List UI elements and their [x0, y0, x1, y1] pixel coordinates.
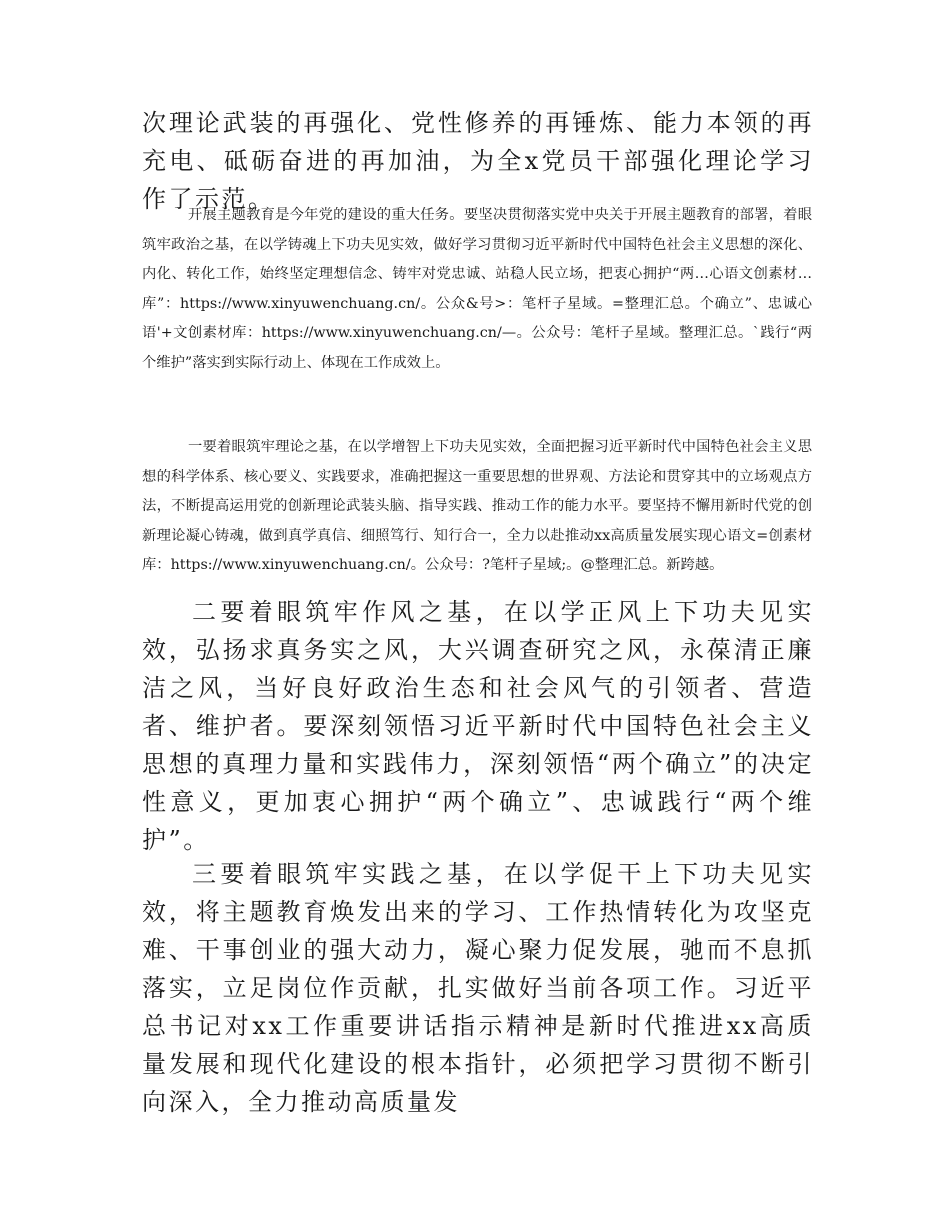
paragraph-theory-foundation: 一要着眼筑牢理论之基，在以学增智上下功夫见实效，全面把握习近平新时代中国特色社会主义思想的科学体系、核心要义、实践要求，准确把握这一重要思想的世界观、方法论和贯穿其中的立场观点方法，不断提高运用党的创新理论武装头脑、指导实践、推动工作的能力水平。要坚持不懈用新时代党的创新理论凝心铸魂，做到真学真信、细照笃行、知行合一，全力以赴推动xx高质量发展实现心语文=创素材库：https://www.xinyuwenchuang.cn/。公众号：?笔杆子星域;。@整理汇总。新跨越。	[142, 439, 812, 573]
paragraph-intro-continuation: 次理论武装的再强化、党性修养的再锤炼、能力本领的再充电、砥砺奋进的再加油，为全x党员干部强化理论学习作了示范。	[142, 109, 814, 213]
paragraph-style-foundation: 二要着眼筑牢作风之基，在以学正风上下功夫见实效，弘扬求真务实之风，大兴调查研究之风，永葆清正廉洁之风，当好良好政治生态和社会风气的引领者、营造者、维护者。要深刻领悟习近平新时代中国特色社会主义思想的真理力量和实践伟力，深刻领悟“两个确立”的决定性意义，更加衷心拥护“两个确立”、忠诚践行“两个维护”。	[142, 598, 814, 854]
paragraph-practice-foundation: 三要着眼筑牢实践之基，在以学促干上下功夫见实效，将主题教育焕发出来的学习、工作热情转化为攻坚克难、干事创业的强大动力，凝心聚力促发展，驰而不息抓落实，立足岗位作贡献，扎实做好当前各项工作。习近平总书记对xx工作重要讲话指示精神是新时代推进xx高质量发展和现代化建设的根本指针，必须把学习贯彻不断引向深入，全力推动高质量发	[142, 860, 814, 1116]
paragraph-theme-education: 开展主题教育是今年党的建设的重大任务。要坚决贯彻落实党中央关于开展主题教育的部署，着眼筑牢政治之基，在以学铸魂上下功夫见实效，做好学习贯彻习近平新时代中国特色社会主义思想的深化、内化、转化工作，始终坚定理想信念、铸牢对党忠诚、站稳人民立场，把衷心拥护“两…心语文创素材…库”：https://www.xinyuwenchuang.cn/。公众&号>：笔杆子星域。=整理汇总。个确立”、忠诚心语'+文创素材库：https://www.xinyuwenchuang.cn/—。公众号：笔杆子星域。整理汇总。`践行“两个维护”落实到实际行动上、体现在工作成效上。	[142, 207, 812, 371]
